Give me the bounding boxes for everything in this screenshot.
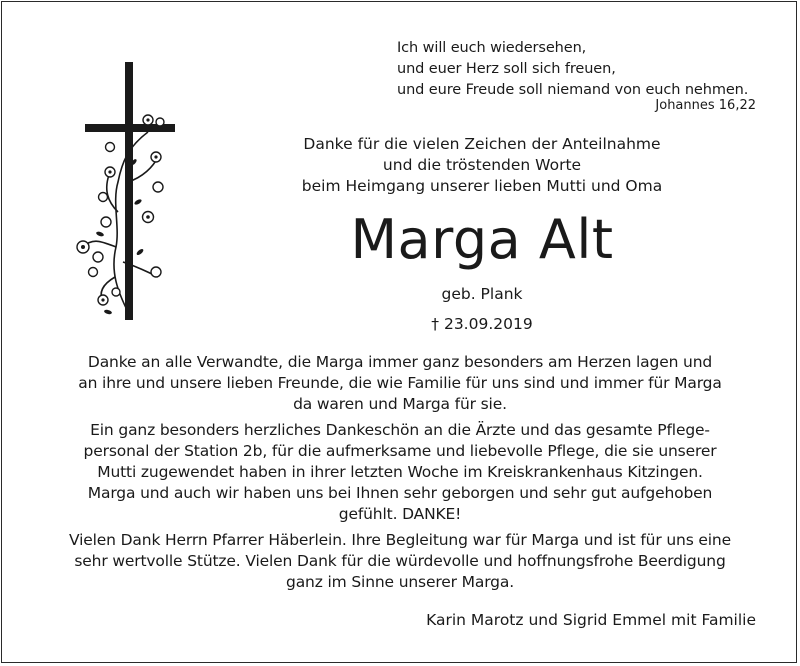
obituary-card — [1, 1, 797, 663]
body-line: da waren und Marga für sie. — [293, 394, 507, 413]
paragraph-relatives — [22, 352, 778, 414]
body-line: Mutti zugewendet haben in ihrer letzten Woche im Kreiskrankenhaus Kitzingen. — [97, 462, 703, 481]
verse-line: und euer Herz soll sich freuen, — [397, 61, 616, 77]
body-line: Danke an alle Verwandte, die Marga immer ganz besonders am Herzen lagen und — [87, 353, 713, 371]
body-line: sehr wertvolle Stütze. Vielen Dank für die würdevolle und hoffnungsfrohe Beerdigung — [74, 552, 726, 571]
intro-line: beim Heimgang unserer lieben Mutti und Oma — [301, 177, 663, 195]
thanks-body — [22, 352, 778, 599]
body-line: ganz im Sinne unserer Marga. — [286, 572, 514, 591]
verse-line: Ich will euch wiedersehen, — [397, 40, 587, 56]
intro-line: und die tröstenden Worte — [382, 156, 582, 174]
verse-source: Johannes 16,22 — [655, 98, 756, 113]
body-line: personal der Station 2b, für die aufmerksame und liebevolle Pflege, die sie unserer — [83, 442, 717, 461]
birth-name: geb. Plank — [441, 285, 523, 303]
death-date: † 23.09.2019 — [431, 315, 533, 333]
paragraph-hospital — [22, 420, 778, 524]
body-line: an ihre und unsere lieben Freunde, die wie Familie für uns sind und immer für Marga — [78, 373, 722, 392]
deceased-name: Marga Alt — [350, 208, 614, 271]
body-line: Marga und auch wir haben uns bei Ihnen sehr geborgen und sehr gut aufgehoben — [87, 483, 713, 502]
body-line: Ein ganz besonders herzliches Dankeschön an die Ärzte und das gesamte Pflege- — [90, 421, 710, 440]
body-line: gefühlt. DANKE! — [338, 504, 462, 523]
family-signature: Karin Marotz und Sigrid Emmel mit Familie — [426, 611, 756, 629]
paragraph-pastor — [22, 530, 778, 592]
thanks-intro — [232, 134, 732, 197]
cross-with-flowers-icon — [68, 62, 188, 322]
bible-verse — [397, 38, 748, 101]
intro-line: Danke für die vielen Zeichen der Anteilnahme — [303, 135, 661, 153]
body-line: Vielen Dank Herrn Pfarrer Häberlein. Ihre Begleitung war für Marga und ist für uns eine — [68, 531, 731, 550]
verse-line: und eure Freude soll niemand von euch nehmen. — [397, 82, 749, 98]
